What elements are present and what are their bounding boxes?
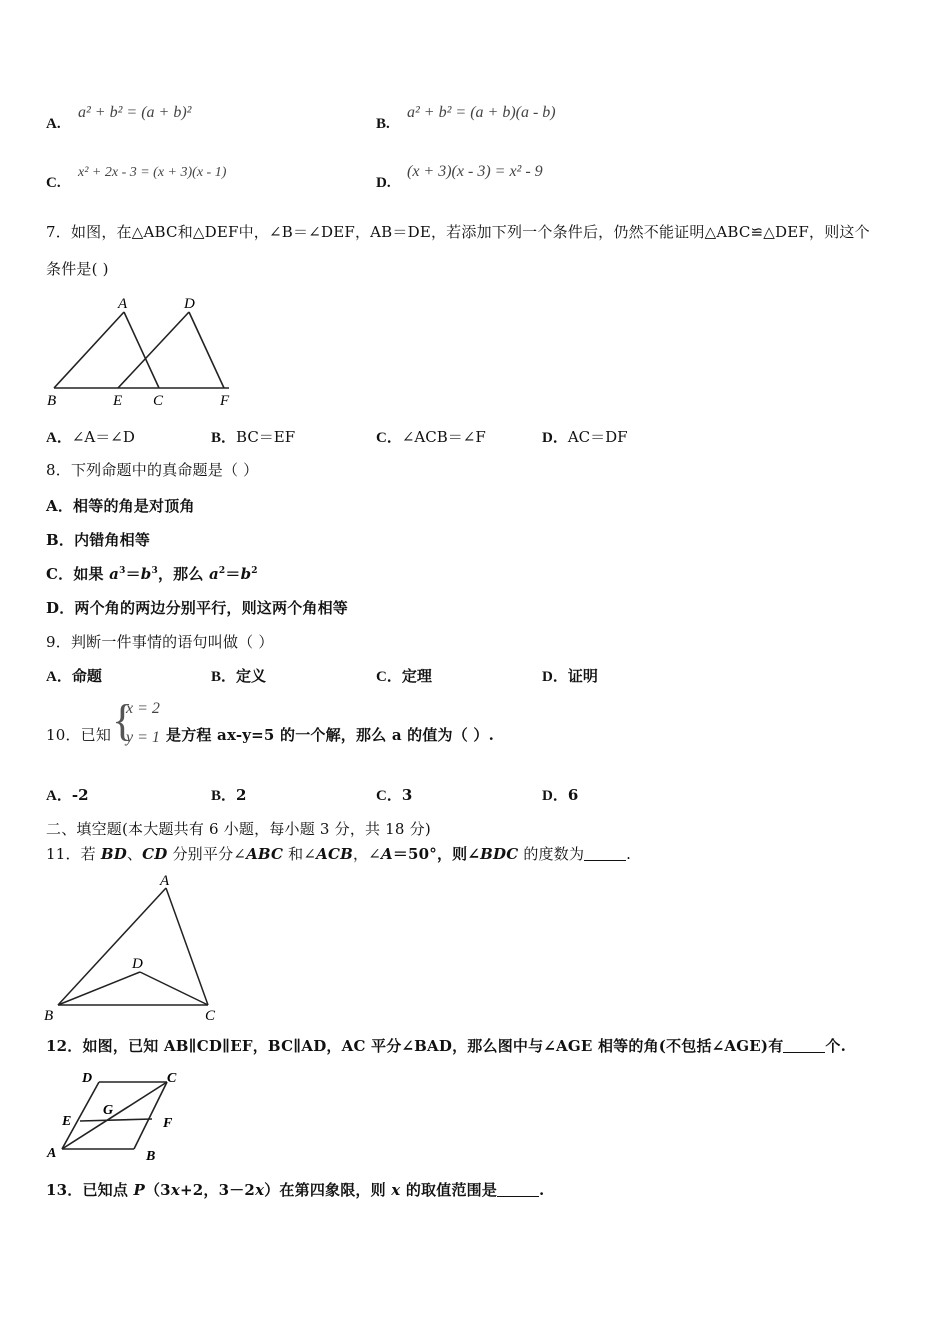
q11-abc: ABC xyxy=(246,845,284,863)
q7-label-b: B xyxy=(47,393,57,409)
q11-end: . xyxy=(626,845,632,863)
q11-sep: 、 xyxy=(126,845,143,863)
q6-option-b-formula: a² + b² = (a + b)(a - b) xyxy=(407,104,556,121)
q6-option-c-label: C. xyxy=(46,175,61,191)
q8-c-exp-b: 3 xyxy=(151,566,158,576)
q6-option-d-label: D. xyxy=(376,175,391,191)
q11-mid4: ＝50°，则∠ xyxy=(392,845,481,863)
q10-option-d-text: 6 xyxy=(567,786,579,804)
q10-option-c-label: C． xyxy=(376,788,402,804)
q12-prefix: 12．如图，已知 AB∥CD∥EF，BC∥AD，AC 平分∠BAD，那么图中与∠AGE 相等的角(不包括∠AGE)有 xyxy=(46,1037,784,1055)
q8-option-d: D．两个角的两边分别平行，则这两个角相等 xyxy=(46,599,349,617)
q7-label-f: F xyxy=(220,393,230,409)
q13-x1: x xyxy=(170,1181,180,1199)
q11-bd: BD xyxy=(100,845,127,863)
q9-option-c-text: 定理 xyxy=(401,667,432,685)
q13-end: . xyxy=(539,1181,545,1199)
q8-c-exp-a2: 2 xyxy=(218,566,226,576)
q11-mid3: ，∠ xyxy=(353,845,381,863)
q11-label-d: D xyxy=(132,956,143,972)
q8-c-exp-a: 3 xyxy=(119,566,126,576)
q9-option-b-text: 定义 xyxy=(236,667,267,685)
q8-c-eq2: ＝ xyxy=(225,565,241,583)
q11-prefix: 11．若 xyxy=(46,845,101,863)
q8-c-var-a2: a xyxy=(208,565,219,583)
q9-option-b-label: B． xyxy=(211,669,237,685)
q11-label-b: B xyxy=(44,1008,54,1024)
q12-edge-ef xyxy=(80,1119,152,1121)
q7-option-d-label: D． xyxy=(542,430,568,446)
q13-mid: +2，3－2 xyxy=(179,1181,256,1199)
q7-option-c xyxy=(376,426,486,447)
q10-suffix: 是方程 ax-y=5 的一个解，那么 a 的值为（ ）. xyxy=(166,726,494,744)
q10-option-a-text: -2 xyxy=(71,786,89,804)
q10-option-a-label: A． xyxy=(46,788,72,804)
q9-option-a-label: A． xyxy=(46,669,72,685)
q7-edge-ba xyxy=(54,312,124,388)
q6-option-a-label: A. xyxy=(46,116,61,132)
q7-label-a: A xyxy=(118,296,128,312)
q12-label-d: D xyxy=(82,1071,93,1086)
q7-option-d xyxy=(542,426,628,447)
q12-suffix: 个. xyxy=(825,1037,847,1055)
q10-option-d-label: D． xyxy=(542,788,568,804)
q6-option-b-label: B. xyxy=(376,116,390,132)
q7-option-a-label: A． xyxy=(46,430,72,446)
q10-option-b-label: B． xyxy=(211,788,237,804)
q7-option-a xyxy=(46,426,135,447)
q9-option-d-text: 证明 xyxy=(567,667,598,685)
q9-option-c-label: C． xyxy=(376,669,402,685)
q10-option-b xyxy=(211,784,246,805)
q11-a: A xyxy=(380,845,393,863)
q10-prefix: 10．已知 xyxy=(46,726,112,744)
q11-stem xyxy=(46,843,631,864)
q8-c-middle: ，那么 xyxy=(157,565,209,583)
q9-option-d xyxy=(542,665,598,686)
q11-bdc: BDC xyxy=(480,845,519,863)
q11-label-a: A xyxy=(160,873,170,889)
q7-option-b xyxy=(211,426,295,447)
q10-option-c-text: 3 xyxy=(401,786,413,804)
q12-label-e: E xyxy=(62,1114,72,1129)
q7-option-d-text: AC＝DF xyxy=(567,428,628,446)
section-2-title: 二、填空题(本大题共有 6 小题，每小题 3 分，共 18 分) xyxy=(46,820,431,838)
q7-option-b-label: B． xyxy=(211,430,237,446)
q11-mid1: 分别平分∠ xyxy=(167,845,247,863)
q8-c-var-a: a xyxy=(109,565,120,583)
q8-c-prefix: C．如果 xyxy=(46,565,110,583)
q6-option-a-formula: a² + b² = (a + b)² xyxy=(78,104,192,121)
q13-prefix: 13．已知点 xyxy=(46,1181,134,1199)
q7-stem-line2: 条件是( ) xyxy=(46,260,109,278)
q11-acb: ACB xyxy=(316,845,353,863)
q13-answer-blank xyxy=(497,1184,539,1197)
q7-edge-df xyxy=(189,312,224,388)
q12-label-f: F xyxy=(163,1116,173,1131)
q12-stem xyxy=(46,1035,846,1056)
q7-label-d: D xyxy=(184,296,195,312)
q9-option-b xyxy=(211,665,266,686)
q13-stem xyxy=(46,1179,544,1200)
q6-option-d-formula: (x + 3)(x - 3) = x² - 9 xyxy=(407,163,543,180)
q6-option-c-formula: x² + 2x - 3 = (x + 3)(x - 1) xyxy=(78,165,227,180)
q12-parallelogram-figure xyxy=(42,1066,192,1166)
q13-point-p: P xyxy=(133,1181,145,1199)
q9-stem: 9．判断一件事情的语句叫做（ ） xyxy=(46,633,274,651)
q10-option-b-text: 2 xyxy=(236,786,247,804)
q7-option-c-label: C． xyxy=(376,430,402,446)
q11-answer-blank xyxy=(584,848,626,861)
q7-triangles-figure xyxy=(44,292,239,412)
q10-option-a xyxy=(46,784,89,805)
q9-option-a xyxy=(46,665,102,686)
q10-eq2: y = 1 xyxy=(126,729,160,746)
q8-option-c xyxy=(46,563,258,584)
q13-x3: x xyxy=(391,1181,401,1199)
q10-eq1: x = 2 xyxy=(126,700,160,717)
q13-open: （3 xyxy=(144,1181,171,1199)
q8-stem: 8．下列命题中的真命题是（ ） xyxy=(46,461,259,479)
q13-close: ）在第四象限，则 xyxy=(264,1181,392,1199)
q11-edge-bd xyxy=(58,972,140,1005)
q11-suffix: 的度数为 xyxy=(518,845,585,863)
q8-option-a: A．相等的角是对顶角 xyxy=(46,497,195,515)
q7-option-a-text: ∠A＝∠D xyxy=(71,428,135,446)
q12-label-b: B xyxy=(146,1149,156,1164)
q7-option-b-text: BC＝EF xyxy=(236,428,296,446)
q8-option-b: B．内错角相等 xyxy=(46,531,151,549)
q13-x2: x xyxy=(255,1181,265,1199)
q7-label-e: E xyxy=(113,393,123,409)
q13-suffix: 的取值范围是 xyxy=(400,1181,498,1199)
q11-cd: CD xyxy=(142,845,168,863)
q12-answer-blank xyxy=(783,1040,825,1053)
q9-option-d-label: D． xyxy=(542,669,568,685)
q8-c-var-b: b xyxy=(140,565,152,583)
q10-option-d xyxy=(542,784,578,805)
q8-c-eq1: ＝ xyxy=(125,565,141,583)
q7-option-c-text: ∠ACB＝∠F xyxy=(401,428,486,446)
q7-label-c: C xyxy=(153,393,164,409)
q8-c-var-b2: b xyxy=(240,565,252,583)
q11-label-c: C xyxy=(205,1008,216,1024)
q11-edge-ba xyxy=(58,888,166,1005)
q9-option-c xyxy=(376,665,432,686)
q12-label-c: C xyxy=(167,1071,177,1086)
q11-triangle-figure xyxy=(40,870,230,1025)
q10-brace: { xyxy=(112,696,134,745)
q8-c-exp-b2: 2 xyxy=(251,566,258,576)
q9-option-a-text: 命题 xyxy=(71,667,102,685)
q10-option-c xyxy=(376,784,412,805)
q7-stem-line1: 7．如图，在△ABC和△DEF中，∠B＝∠DEF，AB＝DE，若添加下列一个条件后，仍然不能证明△ABC≌△DEF，则这个 xyxy=(46,223,870,241)
q11-mid2: 和∠ xyxy=(283,845,317,863)
q12-label-a: A xyxy=(47,1146,57,1161)
q12-label-g: G xyxy=(103,1103,114,1118)
